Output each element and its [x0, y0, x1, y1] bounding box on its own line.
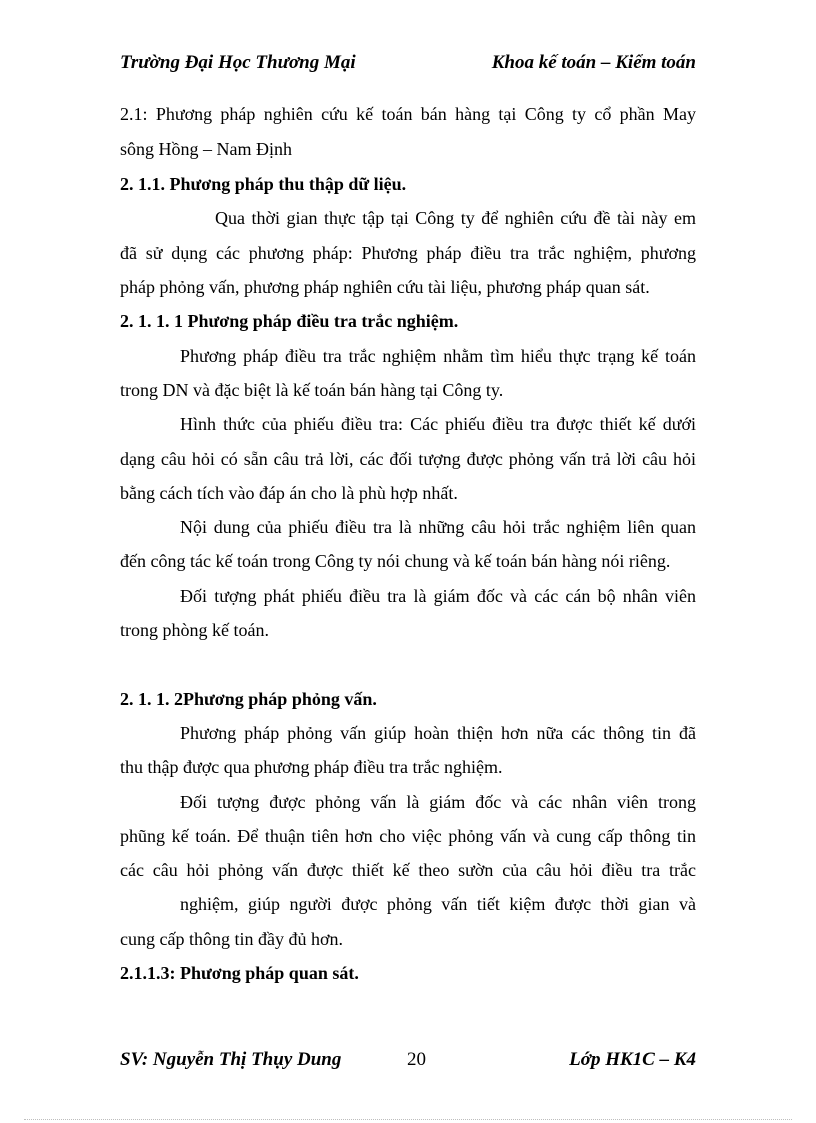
paragraph-line: Đối tượng được phỏng vấn là giám đốc và các nhân viên trong	[180, 792, 696, 812]
paragraph-line: Hình thức của phiếu điều tra: Các phiếu điều tra được thiết kế dưới	[180, 414, 696, 434]
heading-2-1-1-2: 2. 1. 1. 2Phương pháp phỏng vấn.	[120, 689, 377, 709]
paragraph-line: Nội dung của phiếu điều tra là những câu hỏi trắc nghiệm liên quan	[180, 517, 696, 537]
footer-class: Lớp HK1C – K4	[569, 1049, 696, 1070]
footer-student: SV: Nguyễn Thị Thụy Dung	[120, 1049, 342, 1070]
paragraph-line: Phương pháp phỏng vấn giúp hoàn thiện hơn nữa các thông tin đã	[180, 723, 696, 743]
intro-line: sông Hồng – Nam Định	[120, 139, 292, 159]
paragraph-line: thu thập được qua phương pháp điều tra trắc nghiệm.	[120, 757, 503, 777]
paragraph-line: các câu hỏi phỏng vấn được thiết kế theo sườn của câu hỏi điều tra trắc	[120, 860, 696, 880]
header-school: Trường Đại Học Thương Mại	[120, 52, 356, 73]
paragraph-line: trong DN và đặc biệt là kế toán bán hàng tại Công ty.	[120, 380, 504, 400]
paragraph-line: nghiệm, giúp người được phỏng vấn tiết kiệm được thời gian và	[180, 894, 696, 914]
page-bottom-divider	[24, 1119, 792, 1120]
paragraph-line: phũng kế toán. Để thuận tiên hơn cho việc phỏng vấn và cung cấp thông tin	[120, 826, 696, 846]
page-header	[120, 52, 696, 78]
page-footer	[120, 1049, 696, 1075]
heading-2-1-1-1: 2. 1. 1. 1 Phương pháp điều tra trắc nghiệm.	[120, 311, 459, 331]
paragraph-line: Phương pháp điều tra trắc nghiệm nhằm tìm hiểu thực trạng kế toán	[180, 346, 696, 366]
heading-2-1-1: 2. 1.1. Phương pháp thu thập dữ liệu.	[120, 174, 407, 194]
header-faculty: Khoa kế toán – Kiểm toán	[491, 52, 696, 73]
paragraph-line: bằng cách tích vào đáp án cho là phù hợp nhất.	[120, 483, 458, 503]
paragraph-line: đến công tác kế toán trong Công ty nói chung và kế toán bán hàng nói riêng.	[120, 551, 671, 571]
paragraph-line: Đối tượng phát phiếu điều tra là giám đốc và các cán bộ nhân viên	[180, 586, 696, 606]
page-number: 20	[407, 1049, 426, 1070]
heading-2-1-1-3: 2.1.1.3: Phương pháp quan sát.	[120, 963, 359, 983]
paragraph-line: trong phòng kế toán.	[120, 620, 269, 640]
paragraph-line: Qua thời gian thực tập tại Công ty để nghiên cứu đề tài này em	[215, 208, 696, 228]
paragraph-line: pháp phỏng vấn, phương pháp nghiên cứu tài liệu, phương pháp quan sát.	[120, 277, 650, 297]
paragraph-line: đã sử dụng các phương pháp: Phương pháp điều tra trắc nghiệm, phương	[120, 243, 696, 263]
intro-line: 2.1: Phương pháp nghiên cứu kế toán bán hàng tại Công ty cổ phần May	[120, 104, 696, 124]
paragraph-line: cung cấp thông tin đầy đủ hơn.	[120, 929, 343, 949]
paragraph-line: dạng câu hỏi có sẵn câu trả lời, các đối tượng được phỏng vấn trả lời câu hỏi	[120, 449, 696, 469]
